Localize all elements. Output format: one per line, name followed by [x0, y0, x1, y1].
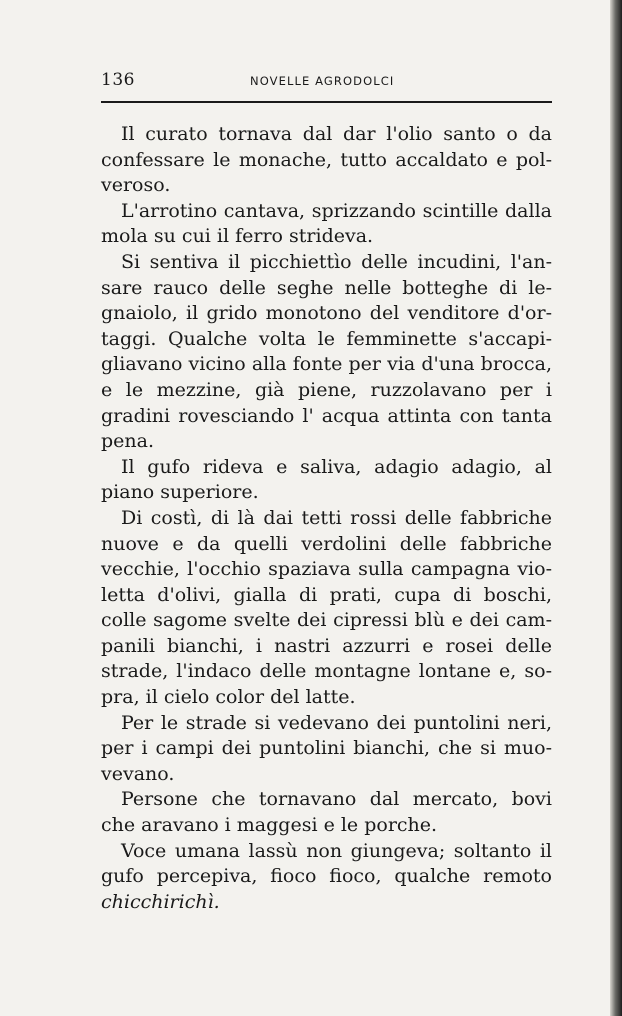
book-spine-edge [610, 0, 622, 1016]
last-paragraph [101, 839, 552, 916]
paragraph: Persone che tornavano dal mercato, bovi che aravano i maggesi e le porche. [101, 788, 552, 837]
last-paragraph-text: Voce umana lassù non giungeva; soltanto il gufo percepiva, fioco fioco, qualche remoto [101, 839, 552, 888]
page-header [101, 60, 553, 100]
paragraph: Il curato tornava dal dar l'olio santo o da confessare le monache, tutto accaldato e polveroso. [101, 123, 552, 197]
paragraph: Di costì, di là dai tetti rossi delle fabbriche nuove e da quelli verdolini delle fabbriche vecchie, l'occhio spaziava sulla campagna violetta d'olivi, gialla di prati, cupa di boschi, colle sagome svelte dei cipressi blù e dei campanili bianchi, i nastri azzurri e rosei delle strade, l'indaco delle montagne lontane e, sopra, il cielo color del latte. [101, 506, 552, 709]
paragraph: Il gufo rideva e saliva, adagio adagio, al piano superiore. [101, 455, 552, 504]
body-text [101, 122, 552, 915]
running-title: NOVELLE AGRODOLCI [250, 74, 395, 88]
paragraph: Per le strade si vedevano dei puntolini neri, per i campi dei puntolini bianchi, che si muovevano. [101, 711, 552, 785]
paragraph: Si sentiva il picchiettìo delle incudini, l'ansare rauco delle seghe nelle botteghe di legnaiolo, il grido monotono del venditore d'ortaggi. Qualche volta le femminette s'accapigliavano vicino alla fonte per via d'una brocca, e le mezzine, già piene, ruzzolavano per i gradini rovesciando l' acqua attinta con tanta pena. [101, 250, 552, 453]
italic-word: chicchirichì. [101, 890, 220, 913]
header-rule [101, 101, 552, 103]
page-number: 136 [101, 70, 135, 90]
paragraph: L'arrotino cantava, sprizzando scintille dalla mola su cui il ferro strideva. [101, 199, 552, 248]
